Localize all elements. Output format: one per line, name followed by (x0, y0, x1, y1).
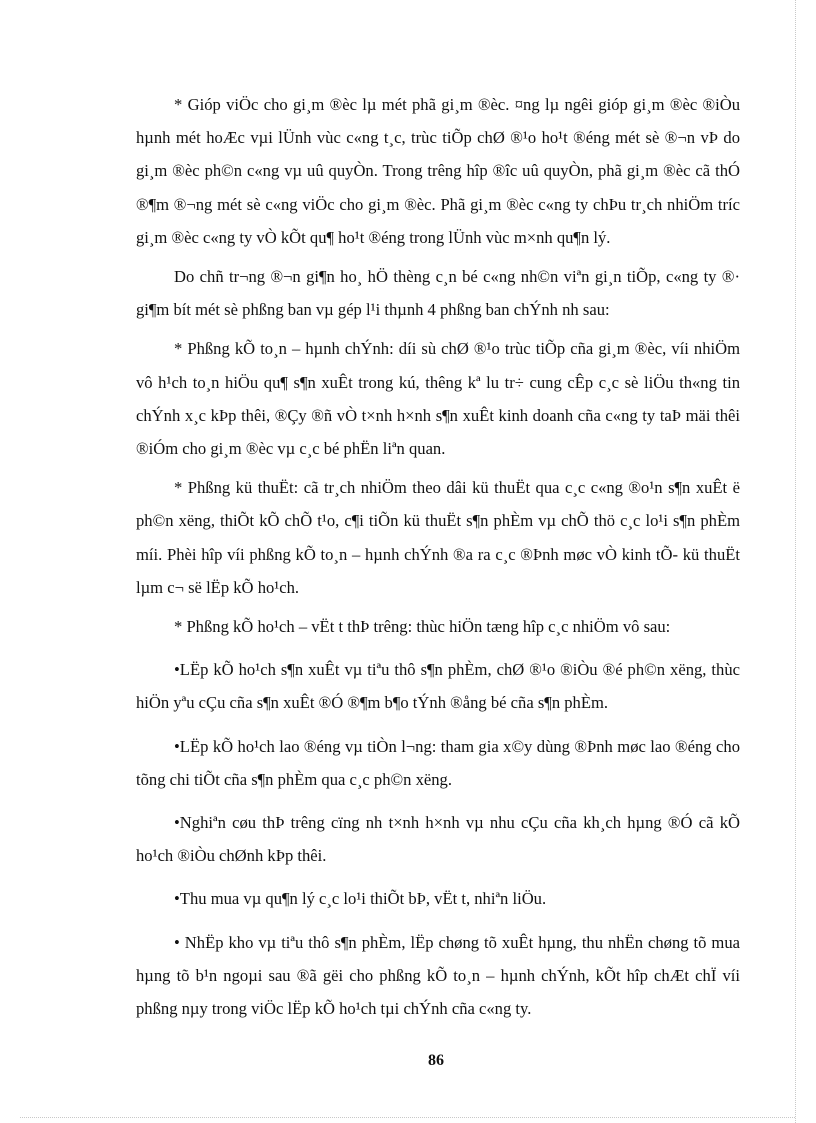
page-border-right (795, 0, 796, 1123)
bullet-procurement: •Thu mua vµ qu¶n lý c¸c lo¹i thiÕt bÞ, vËt t, nhiªn liÖu. (174, 889, 547, 909)
document-body (136, 88, 740, 1025)
bullet-production-plan: •LËp kÕ ho¹ch s¶n xuÊt vµ tiªu thô s¶n phÈm, chØ ®¹o ®iÒu ®é ph©n xëng, thùc hiÖn yªu cÇu cña s¶n xuÊt ®Ó ®¶m b¶o tÝnh ®ång bé cña s¶n phÈm. (136, 660, 740, 713)
paragraph-planning-dept: * Phßng kÕ ho¹ch – vËt t thÞ trêng: thùc hiÖn tæng hîp c¸c nhiÖm vô sau: (174, 617, 671, 637)
bullet-labor-plan: •LËp kÕ ho¹ch lao ®éng vµ tiÒn l¬ng: tham gia x©y dùng ®Þnh møc lao ®éng cho tõng chi tiÕt cña s¶n phÈm qua c¸c ph©n xëng. (136, 736, 740, 789)
page-border-bottom (20, 1117, 795, 1118)
paragraph-deputy-director: * Gióp viÖc cho gi¸m ®èc lµ mét phã gi¸m ®èc. ¤ng lµ ngêi gióp gi¸m ®èc ®iÒu hµnh mét hoÆc vµi lÜnh vùc c«ng t¸c, trùc tiÕp chØ ®¹o ho¹t ®éng mét sè ®¬n vÞ do gi¸m ®èc ph©n c«ng vµ uû quyÒn. Trong trêng hîp ®îc uû quyÒn, phã gi¸m ®èc cã thÓ ®¶m ®¬ng mét sè c«ng viÖc cho gi¸m ®èc. Phã gi¸m ®èc c«ng ty chÞu tr¸ch nhiÖm tríc gi¸m ®èc c«ng ty vÒ kÕt qu¶ ho¹t ®éng trong lÜnh vùc m×nh qu¶n lý. (136, 95, 740, 247)
paragraph-accounting-dept: * Phßng kÕ to¸n – hµnh chÝnh: díi sù chØ ®¹o trùc tiÕp cña gi¸m ®èc, víi nhiÖm vô h¹ch to¸n hiÖu qu¶ s¶n xuÊt trong kú, thêng kª lu tr÷ cung cÊp c¸c sè liÖu th«ng tin chÝnh x¸c kÞp thêi, ®Çy ®ñ vÒ t×nh h×nh s¶n xuÊt kinh doanh cña c«ng ty taÞ mäi thêi ®iÓm cho gi¸m ®èc vµ c¸c bé phËn liªn quan. (136, 339, 740, 459)
page-number: 86 (428, 1052, 444, 1069)
paragraph-reorganization: Do chñ tr¬ng ®¬n gi¶n ho¸ hÖ thèng c¸n bé c«ng nh©n viªn gi¸n tiÕp, c«ng ty ®· gi¶m bít mét sè phßng ban vµ gép l¹i thµnh 4 phßng ban chÝnh nh sau: (136, 267, 740, 320)
paragraph-technical-dept: * Phßng kü thuËt: cã tr¸ch nhiÖm theo dâi kü thuËt qua c¸c c«ng ®o¹n s¶n xuÊt ë ph©n xëng, thiÕt kÕ chÕ t¹o, c¶i tiÕn kü thuËt s¶n phÈm vµ chÕ thö c¸c lo¹i s¶n phÈm míi. Phèi hîp víi phßng kÕ to¸n – hµnh chÝnh ®a ra c¸c ®Þnh møc vÒ kinh tÕ- kü thuËt lµm c¬ së lËp kÕ ho¹ch. (136, 478, 740, 597)
bullet-market-research: •Nghiªn cøu thÞ trêng cïng nh t×nh h×nh vµ nhu cÇu cña kh¸ch hµng ®Ó cã kÕ ho¹ch ®iÒu chØnh kÞp thêi. (136, 813, 740, 866)
bullet-warehouse: • NhËp kho vµ tiªu thô s¶n phÈm, lËp chøng tõ xuÊt hµng, thu nhËn chøng tõ mua hµng tõ b¹n ngoµi sau ®ã gëi cho phßng kÕ to¸n – hµnh chÝnh, kÕt hîp chÆt chÏ víi phßng nµy trong viÖc lËp kÕ ho¹ch tµi chÝnh cña c«ng ty. (136, 932, 740, 1019)
